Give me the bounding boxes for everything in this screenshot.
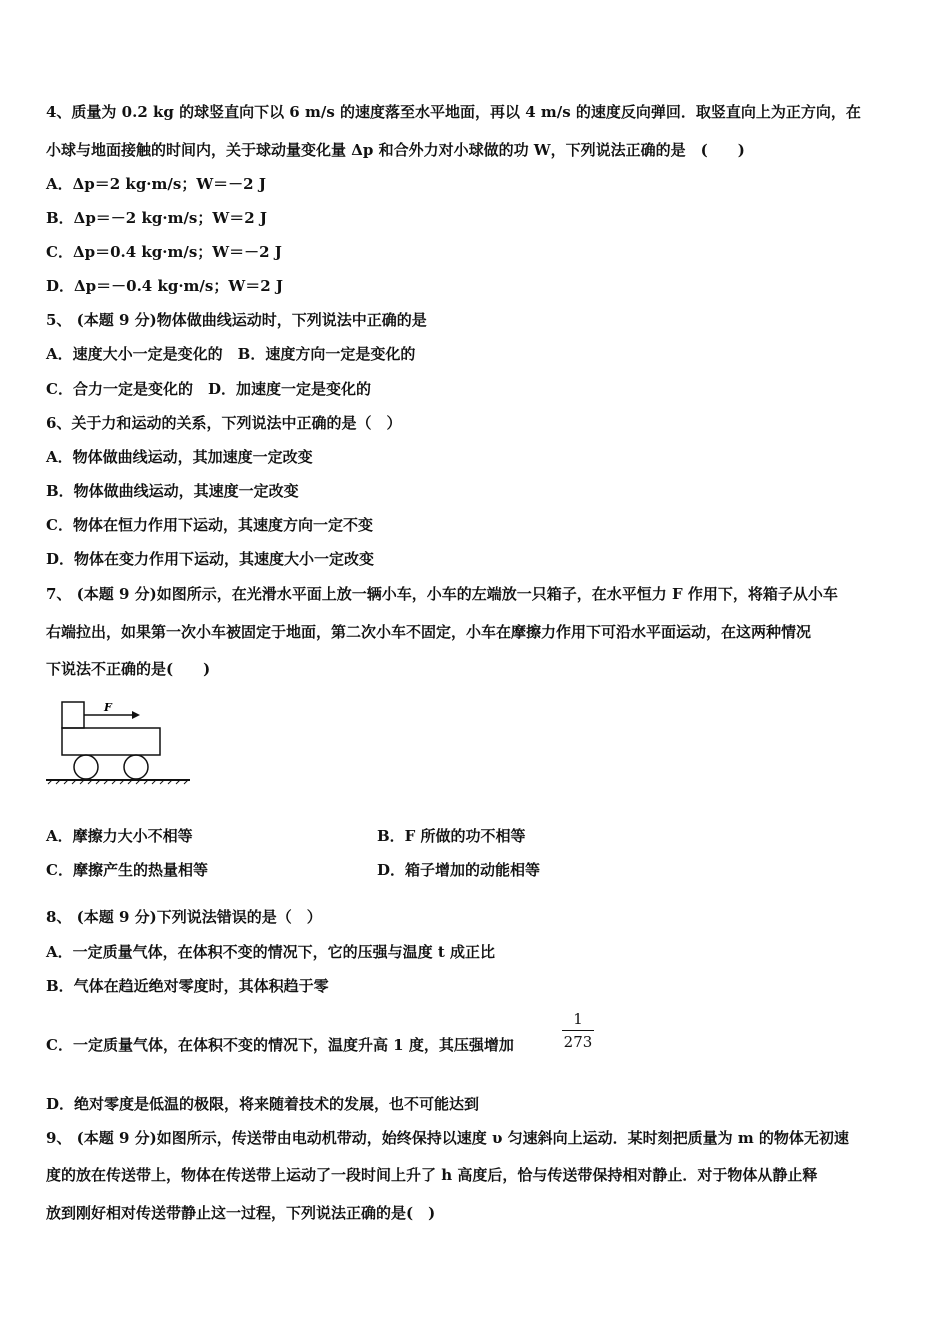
force-arrow-head [132, 711, 140, 719]
fraction-denominator: 273 [563, 1033, 593, 1051]
q8-option-a: A．一定质量气体，在体积不变的情况下，它的压强与温度 t 成正比 [46, 943, 496, 961]
q7-option-c: C．摩擦产生的热量相等 [46, 861, 208, 879]
force-label: F [104, 701, 112, 714]
q7-option-d: D．箱子增加的动能相等 [377, 861, 541, 879]
q7-option-b: B．F 所做的功不相等 [377, 827, 526, 845]
q7-stem-line3: 下说法不正确的是( ) [46, 660, 211, 678]
q6-option-d: D．物体在变力作用下运动，其速度大小一定改变 [46, 550, 375, 568]
q6-option-a: A．物体做曲线运动，其加速度一定改变 [46, 448, 313, 466]
q4-option-a: A．Δp＝2 kg·m/s；W＝－2 J [46, 175, 266, 193]
q7-stem-line2: 右端拉出，如果第一次小车被固定于地面，第二次小车不固定，小车在摩擦力作用下可沿水平面运动，在这两种情况 [46, 623, 812, 641]
q8-option-c: C．一定质量气体，在体积不变的情况下，温度升高 1 度，其压强增加 [46, 1036, 514, 1054]
q7-option-a: A．摩擦力大小不相等 [46, 827, 193, 845]
cart-wheel-right [124, 755, 148, 779]
box [62, 702, 84, 728]
q5-options-row1: A．速度大小一定是变化的 B．速度方向一定是变化的 [46, 345, 416, 363]
cart-body [62, 728, 160, 755]
q8-stem: 8、 (本题 9 分)下列说法错误的是（ ） [46, 908, 322, 926]
cart-box-figure [44, 698, 194, 790]
q4-option-c: C．Δp＝0.4 kg·m/s；W＝－2 J [46, 243, 282, 261]
q9-stem-line2: 度的放在传送带上，物体在传送带上运动了一段时间上升了 h 高度后，恰与传送带保持相对静止．对于物体从静止释 [46, 1166, 818, 1184]
q4-option-d: D．Δp＝－0.4 kg·m/s；W＝2 J [46, 277, 283, 295]
q4-stem-line1: 4、质量为 0.2 kg 的球竖直向下以 6 m/s 的速度落至水平地面，再以 4 m/s 的速度反向弹回．取竖直向上为正方向，在 [46, 103, 861, 121]
q5-options-row2: C．合力一定是变化的 D．加速度一定是变化的 [46, 380, 371, 398]
q6-option-c: C．物体在恒力作用下运动，其速度方向一定不变 [46, 516, 373, 534]
q4-option-b: B．Δp＝－2 kg·m/s；W＝2 J [46, 209, 267, 227]
q6-stem: 6、关于力和运动的关系，下列说法中正确的是（ ） [46, 414, 402, 432]
q9-stem-line3: 放到刚好相对传送带静止这一过程，下列说法正确的是( ) [46, 1204, 436, 1222]
q8-option-d: D．绝对零度是低温的极限，将来随着技术的发展，也不可能达到 [46, 1095, 480, 1113]
q6-option-b: B．物体做曲线运动，其速度一定改变 [46, 482, 299, 500]
cart-wheel-left [74, 755, 98, 779]
fraction-numerator: 1 [573, 1010, 583, 1028]
q8-option-b: B．气体在趋近绝对零度时，其体积趋于零 [46, 977, 329, 995]
q4-stem-line2: 小球与地面接触的时间内，关于球动量变化量 Δp 和合外力对小球做的功 W，下列说法正确的是 ( ) [46, 141, 745, 159]
fraction-one-over-273 [562, 1010, 594, 1051]
q7-stem-line1: 7、 (本题 9 分)如图所示，在光滑水平面上放一辆小车，小车的左端放一只箱子，在水平恒力 F 作用下，将箱子从小车 [46, 585, 838, 603]
q5-stem: 5、 (本题 9 分)物体做曲线运动时，下列说法中正确的是 [46, 311, 427, 329]
q9-stem-line1: 9、 (本题 9 分)如图所示，传送带由电动机带动，始终保持以速度 υ 匀速斜向上运动．某时刻把质量为 m 的物体无初速 [46, 1129, 849, 1147]
